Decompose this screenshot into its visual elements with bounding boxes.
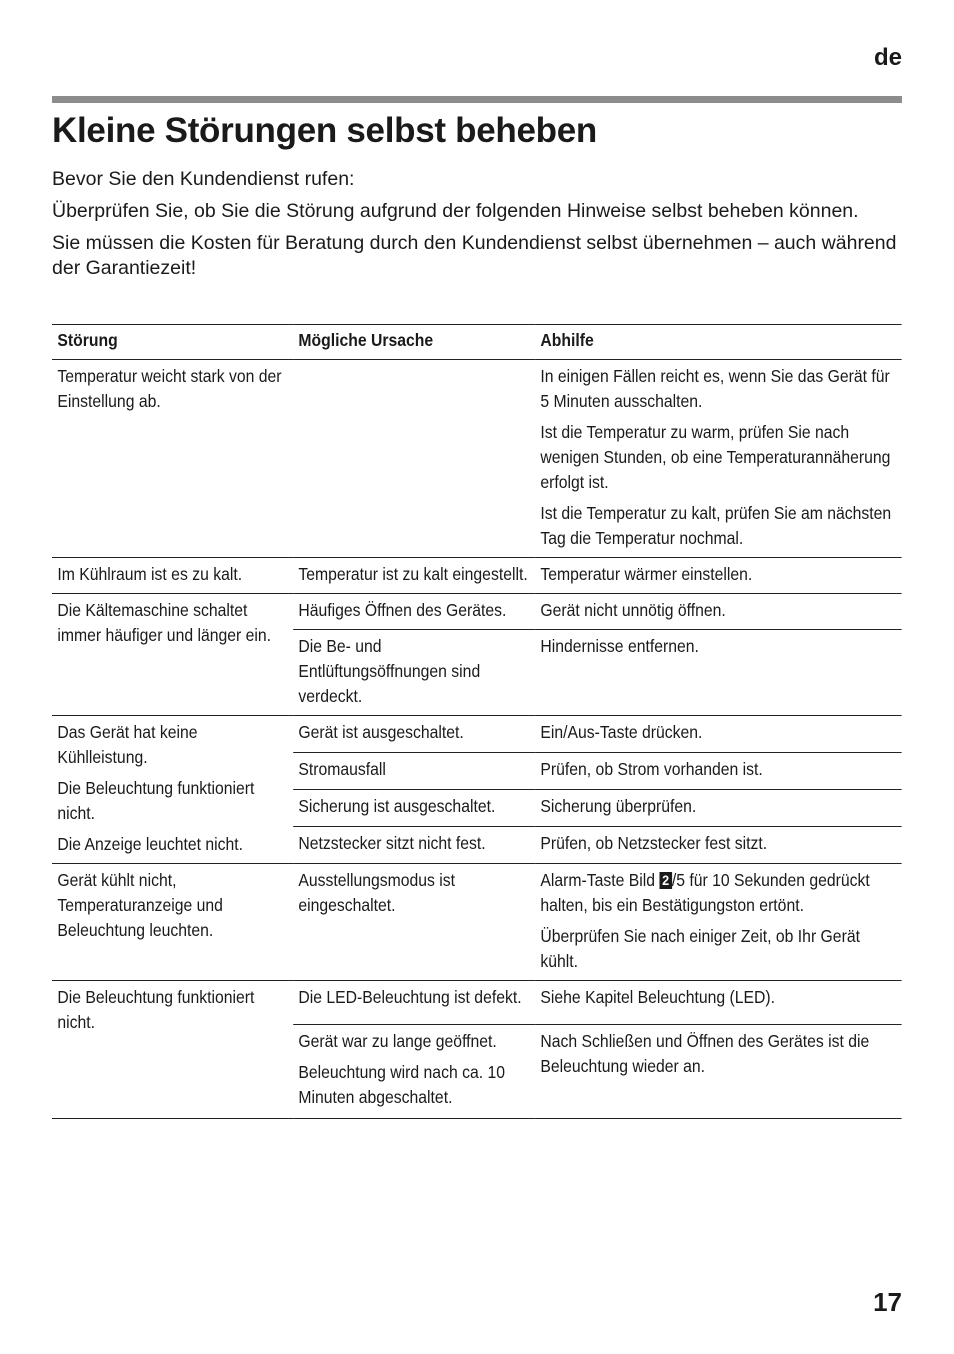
intro-paragraph: Bevor Sie den Kundendienst rufen: — [52, 168, 355, 190]
table-row — [52, 594, 902, 630]
ursache-paragraph: Beleuchtung wird nach ca. 10 Minuten abgeschaltet. — [298, 1062, 505, 1107]
table-row — [52, 558, 902, 594]
stoerung-paragraph: Die Anzeige leuchtet nicht. — [57, 834, 244, 854]
figure-number-badge: 2 — [659, 872, 671, 889]
ursache-cell: Häufiges Öffnen des Gerätes. — [298, 600, 507, 620]
ursache-paragraph: Gerät war zu lange geöffnet. — [298, 1031, 497, 1051]
stoerung-cell: Im Kühlraum ist es zu kalt. — [57, 564, 243, 584]
abhilfe-paragraph: Ist die Temperatur zu warm, prüfen Sie nach wenigen Stunden, ob eine Temperaturannäherung erfolgt ist. — [540, 422, 891, 492]
ursache-cell: Temperatur ist zu kalt eingestellt. — [298, 564, 528, 584]
column-header-abhilfe: Abhilfe — [540, 330, 594, 350]
abhilfe-cell: Nach Schließen und Öffnen des Gerätes ist die Beleuchtung wieder an. — [540, 1031, 870, 1076]
troubleshooting-table — [52, 324, 902, 1119]
page-number: 17 — [873, 1287, 902, 1317]
stoerung-cell: Temperatur weicht stark von der Einstellung ab. — [57, 366, 282, 411]
intro-text — [52, 167, 902, 288]
abhilfe-paragraph: Ist die Temperatur zu kalt, prüfen Sie am nächsten Tag die Temperatur nochmal. — [540, 503, 892, 548]
abhilfe-cell: Hindernisse entfernen. — [540, 636, 699, 656]
column-header-stoerung: Störung — [57, 330, 118, 350]
ursache-cell — [293, 1025, 535, 1119]
intro-paragraph: Sie müssen die Kosten für Beratung durch den Kundendienst selbst übernehmen – auch während der Garantiezeit! — [52, 232, 897, 279]
abhilfe-cell: Siehe Kapitel Beleuchtung (LED). — [540, 987, 776, 1007]
abhilfe-paragraph: Überprüfen Sie nach einiger Zeit, ob Ihr Gerät kühlt. — [540, 926, 860, 971]
abhilfe-cell: Sicherung überprüfen. — [540, 796, 697, 816]
abhilfe-cell: Ein/Aus-Taste drücken. — [540, 722, 703, 742]
stoerung-cell: Die Beleuchtung funktioniert nicht. — [52, 981, 293, 1119]
stoerung-cell — [52, 716, 293, 864]
table-row — [52, 360, 902, 558]
table-row — [52, 981, 902, 1025]
page-title: Kleine Störungen selbst beheben — [52, 111, 597, 150]
ursache-cell: Sicherung ist ausgeschaltet. — [298, 796, 496, 816]
table-row — [52, 864, 902, 981]
ursache-cell: Gerät ist ausgeschaltet. — [298, 722, 464, 742]
abhilfe-paragraph: In einigen Fällen reicht es, wenn Sie das Gerät für 5 Minuten ausschalten. — [540, 366, 890, 411]
abhilfe-cell: Temperatur wärmer einstellen. — [540, 564, 753, 584]
abhilfe-paragraph — [540, 868, 896, 918]
ursache-cell: Stromausfall — [298, 759, 386, 779]
header-rule — [52, 96, 902, 103]
stoerung-cell: Die Kältemaschine schaltet immer häufiger und länger ein. — [52, 594, 293, 716]
abhilfe-text: /5 für 10 Sekunden gedrückt halten, bis ein Bestätigungston ertönt. — [540, 870, 870, 915]
table-row — [52, 716, 902, 753]
ursache-cell: Ausstellungsmodus ist eingeschaltet. — [298, 870, 456, 915]
ursache-cell: Die LED-Beleuchtung ist defekt. — [298, 987, 522, 1007]
abhilfe-cell: Prüfen, ob Strom vorhanden ist. — [540, 759, 763, 779]
abhilfe-cell — [535, 360, 902, 558]
ursache-cell: Die Be- und Entlüftungsöffnungen sind verdeckt. — [298, 636, 481, 706]
ursache-cell: Netzstecker sitzt nicht fest. — [298, 833, 486, 853]
column-header-ursache: Mögliche Ursache — [298, 330, 434, 350]
abhilfe-cell — [535, 864, 902, 981]
language-code: de — [873, 44, 902, 71]
stoerung-paragraph: Die Beleuchtung funktioniert nicht. — [57, 778, 255, 823]
ursache-cell — [293, 360, 535, 558]
stoerung-cell: Gerät kühlt nicht, Temperaturanzeige und Beleuchtung leuchten. — [57, 870, 223, 940]
intro-paragraph: Überprüfen Sie, ob Sie die Störung aufgrund der folgenden Hinweise selbst beheben können. — [52, 200, 859, 222]
table-header-row — [52, 325, 902, 360]
stoerung-paragraph: Das Gerät hat keine Kühlleistung. — [57, 722, 198, 767]
abhilfe-cell: Gerät nicht unnötig öffnen. — [540, 600, 726, 620]
abhilfe-text: Alarm-Taste Bild — [540, 870, 660, 890]
abhilfe-cell: Prüfen, ob Netzstecker fest sitzt. — [540, 833, 768, 853]
